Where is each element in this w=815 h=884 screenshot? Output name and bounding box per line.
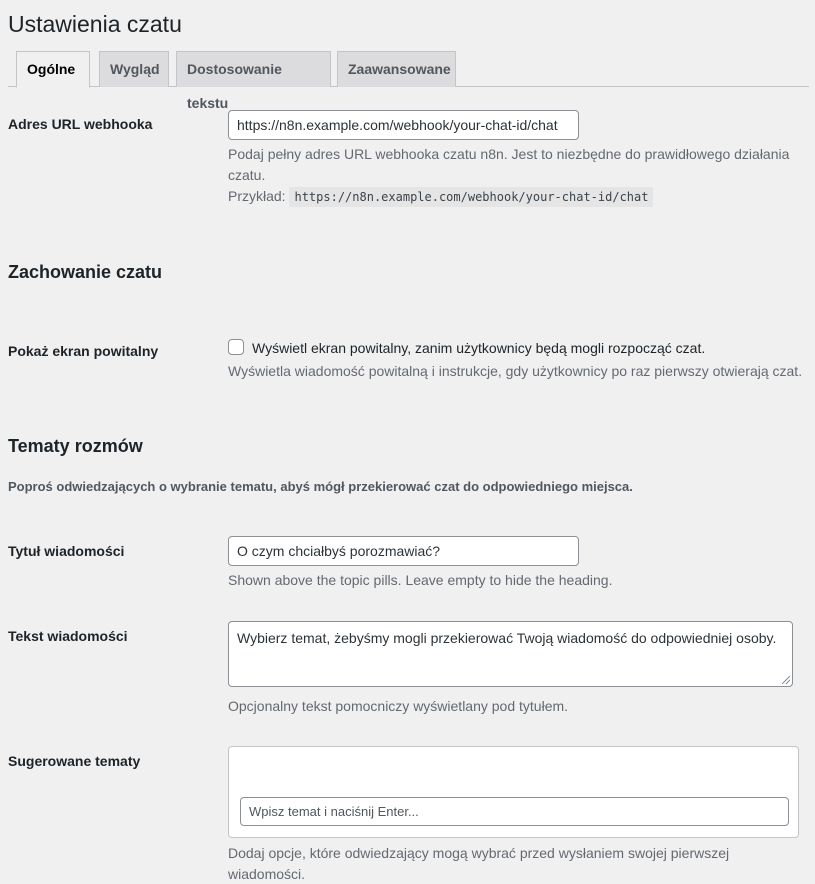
webhook-url-input[interactable]: https://n8n.example.com/webhook/your-chat-id/chat bbox=[228, 110, 579, 140]
suggested-topics-description bbox=[228, 843, 729, 884]
settings-tabs bbox=[8, 51, 809, 111]
tab-advanced[interactable]: Zaawansowane bbox=[337, 51, 456, 87]
webhook-example-code: https://n8n.example.com/webhook/your-chat-id/chat bbox=[289, 187, 653, 207]
message-title-input[interactable]: O czym chciałbyś porozmawiać? bbox=[228, 536, 579, 566]
suggested-description-line-1: Dodaj opcje, które odwiedzający mogą wybrać przed wysłaniem swojej pierwszej bbox=[228, 845, 730, 861]
message-title-label: Tytuł wiadomości bbox=[8, 543, 125, 559]
suggested-topics-box bbox=[228, 746, 799, 838]
webhook-url-description bbox=[228, 144, 789, 208]
topics-heading: Tematy rozmów bbox=[8, 436, 143, 456]
tab-appearance[interactable]: Wygląd bbox=[99, 51, 169, 87]
suggested-description-line-2: wiadomości. bbox=[228, 866, 306, 882]
page-title: Ustawienia czatu bbox=[8, 11, 182, 37]
webhook-example bbox=[228, 186, 789, 208]
resize-handle-icon[interactable] bbox=[782, 676, 790, 684]
welcome-screen-description: Wyświetla wiadomość powitalną i instrukcje, gdy użytkownicy po raz pierwszy otwierają czat. bbox=[228, 363, 803, 379]
topic-input[interactable]: Wpisz temat i naciśnij Enter... bbox=[240, 797, 789, 826]
webhook-description-line-1: Podaj pełny adres URL webhooka czatu n8n. Jest to niezbędne do prawidłowego działania bbox=[228, 146, 790, 162]
chat-behavior-heading: Zachowanie czatu bbox=[8, 262, 163, 282]
message-text-textarea[interactable] bbox=[228, 621, 793, 687]
webhook-example-label: Przykład: bbox=[228, 188, 286, 204]
message-text-description: Opcjonalny tekst pomocniczy wyświetlany pod tytułem. bbox=[228, 698, 569, 714]
message-text-label: Tekst wiadomości bbox=[8, 628, 128, 644]
message-title-description: Shown above the topic pills. Leave empty to hide the heading. bbox=[228, 572, 613, 588]
tab-general[interactable]: Ogólne bbox=[16, 51, 90, 88]
suggested-topics-label: Sugerowane tematy bbox=[8, 753, 141, 769]
welcome-screen-label: Pokaż ekran powitalny bbox=[8, 343, 159, 359]
webhook-url-label: Adres URL webhooka bbox=[8, 116, 153, 132]
tab-text-customization[interactable]: Dostosowanie tekstu bbox=[176, 51, 331, 87]
welcome-screen-checkbox-label[interactable]: Wyświetl ekran powitalny, zanim użytkownicy będą mogli rozpocząć czat. bbox=[252, 340, 706, 356]
webhook-description-line-2: czatu. bbox=[228, 167, 266, 183]
message-text-value: Wybierz temat, żebyśmy mogli przekierować Twoją wiadomość do odpowiedniej osoby. bbox=[237, 630, 777, 646]
welcome-screen-checkbox[interactable] bbox=[228, 339, 244, 355]
topics-section-description: Poproś odwiedzających o wybranie tematu, abyś mógł przekierować czat do odpowiedniego miejsca. bbox=[8, 479, 633, 494]
